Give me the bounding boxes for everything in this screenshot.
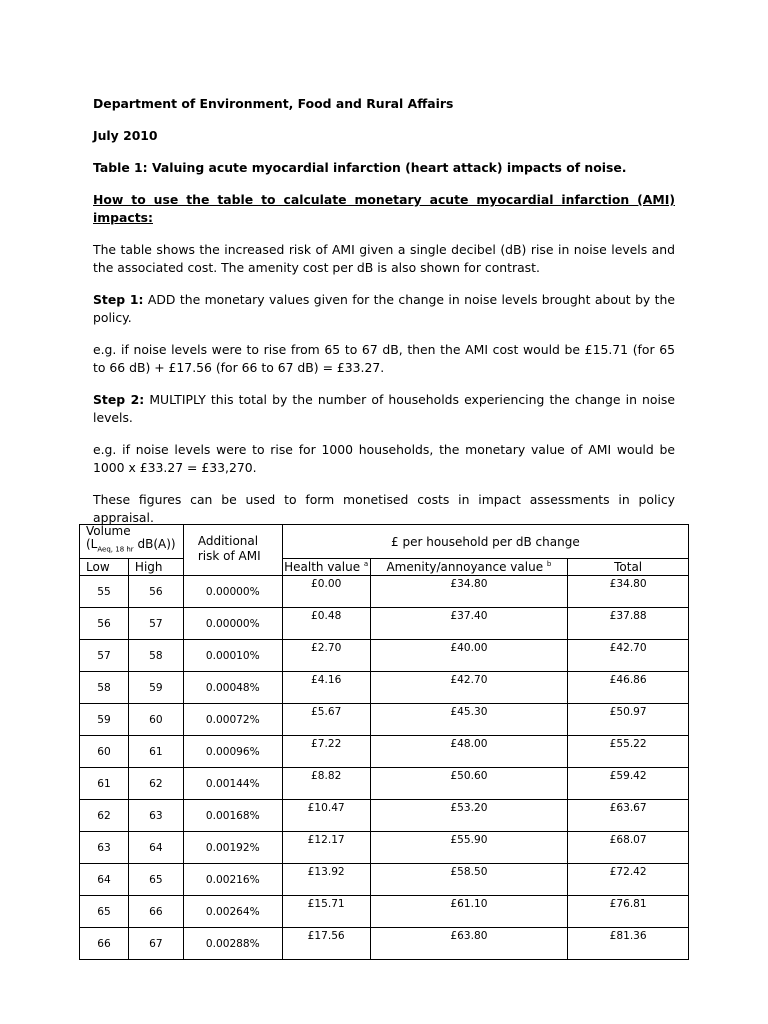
low-cell: 63: [80, 832, 129, 864]
total-cell: £76.81: [568, 896, 689, 928]
table-row: [80, 832, 689, 864]
volume-unit-close: dB(A)): [133, 537, 176, 551]
health-cell: £5.67: [282, 704, 370, 736]
high-cell: 57: [128, 608, 183, 640]
amenity-cell: £48.00: [370, 736, 568, 768]
risk-cell: 0.00168%: [183, 800, 282, 832]
health-cell: £8.82: [282, 768, 370, 800]
example2-paragraph: e.g. if noise levels were to rise for 1000 households, the monetary value of AMI would be 1000 x £33.27 = £33,270.: [93, 442, 675, 475]
step1-text: ADD the monetary values given for the change in noise levels brought about by the policy.: [93, 292, 676, 325]
risk-cell: 0.00192%: [183, 832, 282, 864]
table-header-row-1: [80, 525, 689, 559]
howto-heading: How to use the table to calculate monetary acute myocardial infarction (AMI) impacts:: [93, 192, 675, 225]
risk-cell: 0.00144%: [183, 768, 282, 800]
amenity-cell: £58.50: [370, 864, 568, 896]
health-cell: £15.71: [282, 896, 370, 928]
high-cell: 66: [128, 896, 183, 928]
low-cell: 65: [80, 896, 129, 928]
risk-cell: 0.00000%: [183, 576, 282, 608]
step2-paragraph: [93, 391, 675, 427]
risk-cell: 0.00288%: [183, 928, 282, 960]
low-cell: 60: [80, 736, 129, 768]
total-cell: £63.67: [568, 800, 689, 832]
amenity-header: [370, 559, 568, 576]
low-cell: 59: [80, 704, 129, 736]
high-cell: 67: [128, 928, 183, 960]
high-cell: 61: [128, 736, 183, 768]
low-header: Low: [80, 559, 129, 576]
table-row: [80, 736, 689, 768]
table-row: [80, 640, 689, 672]
high-cell: 58: [128, 640, 183, 672]
risk-header: Additional risk of AMI: [183, 525, 282, 576]
table-row: [80, 576, 689, 608]
high-cell: 64: [128, 832, 183, 864]
amenity-cell: £42.70: [370, 672, 568, 704]
closing-paragraph: These figures can be used to form monetised costs in impact assessments in policy appraisal.: [93, 492, 675, 525]
table-row: [80, 864, 689, 896]
amenity-cell: £50.60: [370, 768, 568, 800]
table-row: [80, 896, 689, 928]
amenity-cell: £55.90: [370, 832, 568, 864]
low-cell: 57: [80, 640, 129, 672]
risk-cell: 0.00010%: [183, 640, 282, 672]
risk-cell: 0.00216%: [183, 864, 282, 896]
step1-label: Step 1:: [93, 292, 144, 307]
risk-cell: 0.00096%: [183, 736, 282, 768]
amenity-cell: £34.80: [370, 576, 568, 608]
table-row: [80, 704, 689, 736]
risk-cell: 0.00264%: [183, 896, 282, 928]
high-cell: 63: [128, 800, 183, 832]
health-cell: £12.17: [282, 832, 370, 864]
health-cell: £0.00: [282, 576, 370, 608]
volume-header: [80, 525, 184, 559]
example1-paragraph: e.g. if noise levels were to rise from 65 to 67 dB, then the AMI cost would be £15.71 (for 65 to 66 dB) + £17.56 (for 66 to 67 dB) = £33.27.: [93, 342, 675, 375]
volume-label: Volume: [86, 524, 131, 538]
table-row: [80, 672, 689, 704]
high-cell: 59: [128, 672, 183, 704]
health-cell: £0.48: [282, 608, 370, 640]
total-cell: £42.70: [568, 640, 689, 672]
risk-cell: 0.00000%: [183, 608, 282, 640]
intro-paragraph: The table shows the increased risk of AMI given a single decibel (dB) rise in noise levels and the associated cost. The amenity cost per dB is also shown for contrast.: [93, 242, 675, 275]
low-cell: 64: [80, 864, 129, 896]
low-cell: 58: [80, 672, 129, 704]
table-row: [80, 608, 689, 640]
health-header-text: Health value: [284, 560, 361, 574]
amenity-cell: £45.30: [370, 704, 568, 736]
low-cell: 56: [80, 608, 129, 640]
table-row: [80, 768, 689, 800]
high-cell: 56: [128, 576, 183, 608]
volume-unit-sub: Aeq, 18 hr: [97, 545, 134, 554]
health-cell: £13.92: [282, 864, 370, 896]
table-title: Table 1: Valuing acute myocardial infarction (heart attack) impacts of noise.: [93, 160, 627, 175]
total-cell: £55.22: [568, 736, 689, 768]
department-name: Department of Environment, Food and Rural Affairs: [93, 96, 454, 111]
high-cell: 62: [128, 768, 183, 800]
health-cell: £10.47: [282, 800, 370, 832]
volume-unit: [86, 537, 176, 554]
table-row: [80, 800, 689, 832]
health-header: [282, 559, 370, 576]
amenity-footnote-mark: b: [546, 560, 552, 568]
health-cell: £17.56: [282, 928, 370, 960]
amenity-cell: £37.40: [370, 608, 568, 640]
amenity-cell: £40.00: [370, 640, 568, 672]
total-header: Total: [568, 559, 689, 576]
noise-ami-table: [79, 524, 689, 960]
high-cell: 60: [128, 704, 183, 736]
health-cell: £2.70: [282, 640, 370, 672]
amenity-cell: £53.20: [370, 800, 568, 832]
low-cell: 55: [80, 576, 129, 608]
document-page: [93, 95, 675, 527]
total-cell: £68.07: [568, 832, 689, 864]
step2-text: MULTIPLY this total by the number of households experiencing the change in noise levels.: [93, 392, 675, 425]
total-cell: £34.80: [568, 576, 689, 608]
volume-unit-open: (L: [86, 537, 98, 551]
health-cell: £7.22: [282, 736, 370, 768]
total-cell: £37.88: [568, 608, 689, 640]
document-date: July 2010: [93, 128, 158, 143]
risk-cell: 0.00048%: [183, 672, 282, 704]
low-cell: 62: [80, 800, 129, 832]
total-cell: £46.86: [568, 672, 689, 704]
risk-cell: 0.00072%: [183, 704, 282, 736]
high-header: High: [128, 559, 183, 576]
step1-paragraph: [93, 291, 675, 327]
amenity-cell: £63.80: [370, 928, 568, 960]
low-cell: 61: [80, 768, 129, 800]
health-footnote-mark: a: [363, 560, 369, 568]
step2-label: Step 2:: [93, 392, 145, 407]
table-row: [80, 928, 689, 960]
high-cell: 65: [128, 864, 183, 896]
low-cell: 66: [80, 928, 129, 960]
total-cell: £50.97: [568, 704, 689, 736]
per-household-header: £ per household per dB change: [282, 525, 688, 559]
total-cell: £72.42: [568, 864, 689, 896]
amenity-cell: £61.10: [370, 896, 568, 928]
table-header-row-2: [80, 559, 689, 576]
health-cell: £4.16: [282, 672, 370, 704]
table-body: [80, 576, 689, 960]
amenity-header-text: Amenity/annoyance value: [386, 560, 544, 574]
total-cell: £81.36: [568, 928, 689, 960]
total-cell: £59.42: [568, 768, 689, 800]
